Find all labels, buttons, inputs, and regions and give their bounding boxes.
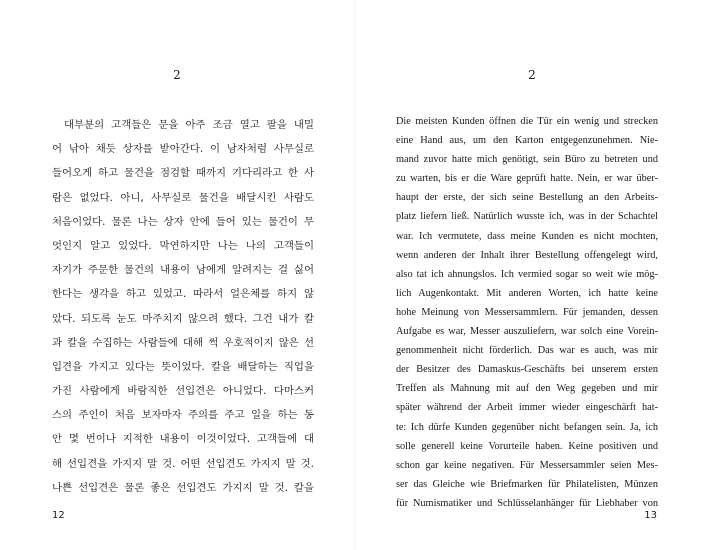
text-line: für Numismatiker und Schlüsselanhänger für Liebhaber von — [396, 497, 658, 509]
text-line: war. Ich vermutete, dass meine Kunden es nicht mochten, — [396, 230, 658, 242]
text-line: Treffen als Mahnung mit auf den Weg gegeben und mir — [396, 383, 658, 395]
left-page-number: 12 — [52, 510, 65, 521]
right-body-text — [396, 112, 658, 513]
right-page-number: 13 — [644, 510, 657, 521]
text-line: 대부분의 고객들은 문을 아주 조금 열고 팔을 내밀 — [64, 119, 314, 131]
text-line: 과 칼을 수집하는 사람들에 대해 썩 우호적이지 않은 선 — [52, 336, 314, 349]
text-line: 엇인지 알고 있었다. 막연하지만 나는 나의 고객들이 — [52, 239, 314, 252]
text-line: der Besitzer des Damaskus-Geschäfts bei unserem ersten — [396, 364, 658, 376]
text-line: haupt der erste, der sich seine Bestellung an den Arbeits- — [396, 192, 658, 204]
text-line: später während der Arbeit immer wieder eingeschärft hat- — [396, 402, 658, 414]
text-line: lich Augenkontakt. Mit anderen Worten, ich hatte keine — [396, 287, 658, 299]
text-line: solle generell keine Vorurteile haben. Keine positiven und — [396, 440, 658, 452]
text-line: eine Hand aus, um den Karton entgegenzunehmen. Nie- — [396, 135, 658, 147]
text-line: 들어오게 하고 물건을 점검할 때까지 기다리라고 한 사 — [52, 167, 314, 180]
text-line: Aufgabe es war, Messer auszuliefern, war solch eine Vorein- — [396, 326, 658, 338]
right-chapter-number: 2 — [528, 68, 536, 82]
text-line: te: Ich dürfe Kunden gegenüber nicht befangen sein. Ja, ich — [396, 421, 658, 433]
text-line: 스의 주인이 처음 보자마자 주의를 주고 일을 하는 동 — [52, 409, 314, 422]
text-line: hohe Meinung von Messersammlern. Für jemanden, dessen — [396, 306, 658, 318]
text-line: schon gar keine negativen. Für Messersammler seien Mes- — [396, 459, 658, 471]
left-page — [0, 0, 354, 550]
right-page — [355, 0, 709, 550]
text-line: wenn anderen der Inhalt ihrer Bestellung offengelegt wird, — [396, 249, 658, 261]
left-chapter-number: 2 — [173, 68, 181, 82]
text-line: 해 선입견을 가지지 말 것. 어떤 선입견도 가지지 말 것. — [52, 457, 314, 470]
text-line: 나쁜 선입견은 물론 좋은 선입견도 가지지 말 것. 칼을 — [52, 481, 314, 494]
text-line: mand zuvor hatte mich genötigt, sein Büro zu betreten und — [396, 154, 658, 166]
text-line: also tat ich ahnungslos. Ich vermied sogar so weit wie mög- — [396, 268, 658, 280]
text-line: Die meisten Kunden öffnen die Tür ein wenig und strecken — [396, 116, 658, 127]
text-line: 안 몇 번이나 지적한 내용이 이것이었다. 고객들에 대 — [52, 433, 314, 446]
text-line: ser das Gleiche wie Briefmarken für Philatelisten, Münzen — [396, 478, 658, 490]
text-line: zu warten, bis er die Ware geprüft hatte. Nein, er war über- — [396, 173, 658, 185]
text-line: 처음이었다. 물론 나는 상자 안에 들어 있는 물건이 무 — [52, 215, 314, 228]
text-line: 았다. 되도록 눈도 마주치지 않으려 했다. 그건 내가 칼 — [52, 312, 314, 325]
text-line: platz liefern ließ. Natürlich wusste ich, was in der Schachtel — [396, 211, 658, 223]
text-line: 어 낚아 채듯 상자를 받아간다. 이 남자처럼 사무실로 — [52, 143, 314, 156]
left-body-text — [52, 113, 314, 500]
text-line: 입견을 가지고 있다는 뜻이었다. 칼을 배달하는 직업을 — [52, 360, 314, 373]
text-line: 한다는 생각을 하고 있었고. 따라서 얼은체를 하지 않 — [52, 288, 314, 301]
text-line: 자기가 주문한 물건의 내용이 남에게 알려지는 걸 싫어 — [52, 264, 314, 277]
text-line: 람은 없었다. 아니, 사무실로 물건을 배달시킨 사람도 — [52, 191, 314, 204]
text-line: 가진 사람에게 바람직한 선입견은 아니었다. 다마스커 — [52, 385, 314, 398]
text-line: genommenheit nicht förderlich. Das war es auch, was mir — [396, 345, 658, 357]
